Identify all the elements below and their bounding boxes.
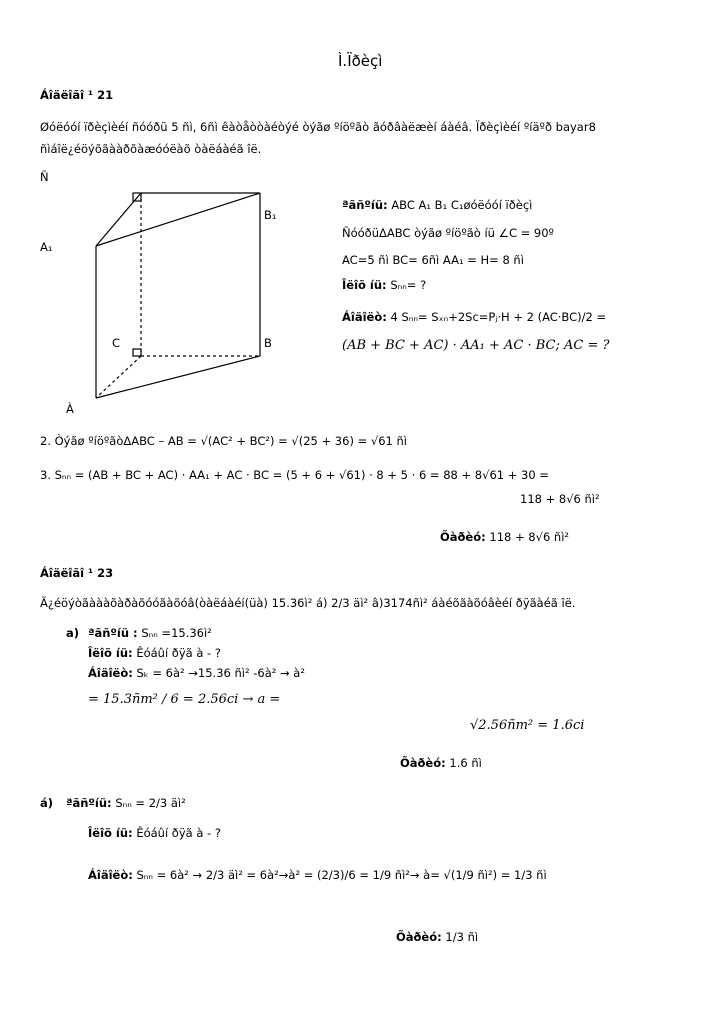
step-3-line2: 118 + 8√6 ñì²: [520, 492, 600, 506]
part-a-solution-text: Sₖ = 6à² →15.36 ñì² -6à² → à²: [136, 666, 305, 680]
figure-label-c1: Ñ: [40, 170, 49, 184]
answer-23a: [400, 756, 482, 770]
part-b-given-label: ªãñºíü:: [66, 796, 112, 810]
part-a-given-label: ªãñºíü :: [88, 626, 138, 640]
part-b-given: [66, 796, 186, 810]
step-2: 2. Òýãø ºíöºãòΔABC – AB = √(AC² + BC²) = √(25 + 36) = √61 ñì: [40, 434, 407, 448]
problem-21-intro-line2: ñìáîë¿éöýõãààðõàæóóëàõ òàëáàéã îë.: [40, 142, 262, 156]
edge-A1-B1: [96, 193, 260, 246]
part-a-solution-label: Áîäîëò:: [88, 666, 133, 680]
figure-label-a1: A₁: [40, 240, 53, 254]
part-b-solution: [88, 868, 547, 882]
right-angle-mark-bottom: [133, 349, 141, 356]
find-line: [342, 278, 426, 292]
part-a-solution: [88, 666, 305, 680]
part-b-given-text: Sₙₙ = 2/3 äì²: [115, 796, 186, 810]
part-b-find: [88, 826, 221, 840]
problem-21-intro-line1: Øóëóóí ïðèçìèéí ñóóðü 5 ñì, 6ñì êàòåòòàéòýé òýãø ºíöºãò ãóðâàëæèí áàéâ. Ïðèçìèéí ºíäºð bayar8: [40, 120, 596, 134]
part-b-solution-text: Sₙₙ = 6à² → 2/3 äì² = 6à²→à² = (2/3)/6 = 1/9 ñì²→ à= √(1/9 ñì²) = 1/3 ñì: [136, 868, 547, 882]
part-a-given: [88, 626, 212, 640]
step-3-line1: 3. Sₙₙ = (AB + BC + AC) · AA₁ + AC · BC = (5 + 6 + √61) · 8 + 5 · 6 = 88 + 8√61 + 30 =: [40, 468, 549, 482]
answer-23a-text: 1.6 ñì: [449, 756, 482, 770]
answer-21: [440, 530, 569, 544]
part-b-marker: á): [40, 796, 54, 810]
answer-23b-text: 1/3 ñì: [445, 930, 479, 944]
problem-21-header: Áîäëîãî ¹ 21: [40, 88, 114, 102]
page-title: Ì.Ïðèçì: [338, 52, 383, 70]
problem-23-question: Ã¿éöýòãàààõàðàõóóãàõóâ(òàëáàéí(üà) 15.36ì² á) 2/3 äì² â)3174ñì² áàéõãàõóâèéí ðÿãàéã îë.: [40, 596, 576, 610]
part-a-find: [88, 646, 221, 660]
part-b-find-label: Îëîõ íü:: [88, 826, 133, 840]
edge-A-B: [96, 356, 260, 398]
part-a-find-text: Êóáûí ðÿã à - ?: [136, 646, 221, 660]
figure-label-b1: B₁: [264, 208, 277, 222]
figure-label-b: B: [264, 336, 272, 350]
area-formula: (AB + BC + AC) · AA₁ + AC · BC; AC = ?: [342, 338, 610, 353]
find-text: Sₙₙ= ?: [390, 278, 427, 292]
part-a-given-text: Sₙₙ =15.36ì²: [141, 626, 212, 640]
part-a-marker: a): [66, 626, 80, 640]
given-text: ABC A₁ B₁ C₁øóëóóí ïðèçì: [391, 198, 533, 212]
answer-21-text: 118 + 8√6 ñì²: [489, 530, 570, 544]
solution-line: [342, 310, 606, 324]
answer-23b-label: Õàðèó:: [396, 930, 442, 944]
given-label: ªãñºíü:: [342, 198, 388, 212]
part-a-root: √2.56ñm² = 1.6ci: [470, 718, 585, 733]
part-b-solution-label: Áîäîëò:: [88, 868, 133, 882]
solution-label: Áîäîëò:: [342, 310, 387, 324]
answer-23a-label: Õàðèó:: [400, 756, 446, 770]
given-line: [342, 198, 532, 212]
part-b-find-text: Êóáûí ðÿã à - ?: [136, 826, 221, 840]
figure-label-c: C: [112, 336, 121, 350]
base-description: ÑóóðüΔABC òýãø ºíöºãò íü ∠C = 90º: [342, 226, 554, 240]
solution-text: 4 Sₙₙ= Sₓₙ+2Sc=Pⱼ·H + 2 (AC·BC)/2 =: [390, 310, 607, 324]
given-values: AC=5 ñì BC= 6ñì AA₁ = H= 8 ñì: [342, 253, 524, 267]
answer-23b: [396, 930, 478, 944]
problem-23-header: Áîäëîãî ¹ 23: [40, 566, 114, 580]
answer-21-label: Õàðèó:: [440, 530, 486, 544]
part-a-find-label: Îëîõ íü:: [88, 646, 133, 660]
part-a-fraction: = 15.3ñm² / 6 = 2.56ci → a =: [88, 692, 281, 707]
figure-label-a: À: [66, 402, 74, 416]
find-label: Îëîõ íü:: [342, 278, 387, 292]
